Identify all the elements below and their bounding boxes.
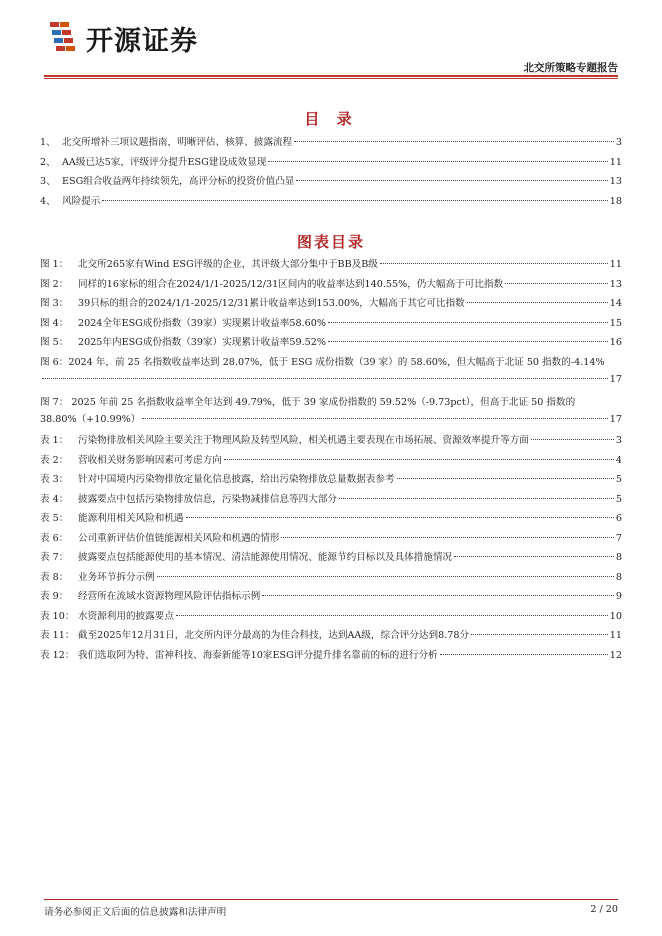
figure-number: 图 2：	[40, 278, 69, 290]
section-number: 2、	[40, 156, 56, 168]
table-page: 8	[615, 571, 622, 583]
leader-dots	[186, 516, 614, 518]
table-page: 12	[609, 649, 622, 661]
table-text: 能源利用相关风险和机遇	[78, 513, 184, 524]
table-number: 表 3：	[40, 474, 69, 485]
leader-dots	[268, 160, 607, 162]
table-number: 表 2：	[40, 454, 69, 466]
table-entry[interactable]	[40, 452, 622, 472]
leader-dots	[294, 140, 614, 142]
figure-6-entry[interactable]	[40, 354, 622, 390]
report-type-label: 北交所策略专题报告	[523, 62, 618, 74]
leader-dots	[224, 458, 614, 460]
page-number: 2 / 20	[590, 904, 618, 915]
table-number: 表 6：	[40, 532, 69, 544]
leader-dots	[505, 282, 608, 284]
leader-dots	[339, 497, 614, 499]
section-page: 11	[609, 156, 622, 168]
table-entry[interactable]	[40, 647, 622, 667]
table-number: 表 10：	[40, 610, 75, 622]
table-text: 水资源利用的披露要点	[78, 610, 174, 622]
leader-dots	[142, 417, 607, 419]
section-page: 3	[615, 137, 622, 148]
figure-entry[interactable]	[40, 256, 622, 276]
leader-dots	[328, 340, 608, 342]
table-page: 5	[615, 493, 622, 505]
leader-dots	[397, 477, 614, 479]
figure-page: 16	[609, 337, 622, 348]
table-number: 表 8：	[40, 571, 69, 583]
table-entry[interactable]	[40, 549, 622, 569]
figures-title: 图表目录	[296, 233, 365, 251]
footer-divider	[44, 899, 618, 900]
table-page: 11	[609, 630, 622, 641]
table-entry[interactable]	[40, 432, 622, 452]
table-number: 表 11：	[40, 630, 75, 641]
figure-entry[interactable]	[40, 315, 622, 335]
figure-text: 2025年内ESG成份指数（39家）实现累计收益率59.52%	[78, 337, 326, 348]
table-text: 披露要点中包括污染物排放信息，污染物减排信息等四大部分	[78, 493, 338, 505]
figure-number: 图 3：	[40, 298, 69, 309]
table-text: 截至2025年12月31日，北交所内评分最高的为佳合科技，达到AA级，综合评分达到8.78分	[78, 630, 470, 641]
leader-dots	[281, 536, 613, 538]
leader-dots	[157, 575, 614, 577]
leader-dots	[176, 614, 608, 616]
section-text: 北交所增补三项议题指南，明晰评估、核算、披露流程	[62, 137, 293, 148]
table-text: 业务环节拆分示例	[78, 571, 155, 583]
table-page: 8	[615, 552, 622, 563]
table-number: 表 4：	[40, 493, 69, 505]
leader-dots	[262, 594, 614, 596]
table-list	[40, 432, 622, 666]
figure-entry[interactable]	[40, 295, 622, 315]
table-page: 7	[615, 532, 622, 544]
table-entry[interactable]	[40, 530, 622, 550]
leader-dots	[380, 262, 608, 264]
figure-6-text: 图 6：2024 年，前 25 名指数收益率达到 28.07%，低于 ESG 成份指数（39 家）的 58.60%，但大幅高于北证 50 指数的-4.14%	[40, 356, 605, 368]
table-text: 披露要点包括能源使用的基本情况、清洁能源使用情况、能源节约目标以及具体措施情况	[78, 552, 453, 563]
table-number: 表 12：	[40, 649, 75, 661]
figure-page: 13	[609, 278, 622, 290]
figure-text: 2024全年ESG成份指数（39家）实现累计收益率58.60%	[78, 317, 326, 329]
section-page: 18	[609, 195, 622, 207]
table-number: 表 9：	[40, 591, 69, 602]
leader-dots	[454, 555, 614, 557]
table-entry[interactable]	[40, 510, 622, 530]
table-entry[interactable]	[40, 491, 622, 511]
table-entry[interactable]	[40, 471, 622, 491]
section-text: 风险提示	[62, 195, 101, 207]
header-divider	[44, 75, 618, 77]
leader-dots	[471, 633, 608, 635]
table-text: 营收相关财务影响因素可考虑方向	[78, 454, 222, 466]
figure-page: 11	[609, 259, 622, 270]
table-text: 经营所在流域水资源物理风险评估指标示例	[78, 591, 261, 602]
figure-entry[interactable]	[40, 276, 622, 296]
company-logo	[44, 18, 198, 58]
section-text: AA级已达5家，评级评分提升ESG建设成效显现	[62, 156, 267, 168]
header-divider-thin	[44, 78, 618, 79]
figure-text: 北交所265家有Wind ESG评级的企业，其评级大部分集中于BB及B级	[78, 259, 378, 270]
table-page: 3	[615, 435, 622, 446]
figure-7-page: 17	[609, 413, 622, 425]
leader-dots	[296, 179, 607, 181]
table-entry[interactable]	[40, 608, 622, 628]
figure-entry[interactable]	[40, 334, 622, 354]
table-page: 4	[615, 454, 622, 466]
figure-number: 图 4：	[40, 317, 69, 329]
table-number: 表 1：	[40, 435, 69, 446]
table-number: 表 7：	[40, 552, 69, 563]
section-entry[interactable]	[40, 154, 622, 174]
table-text: 我们选取阿为特、雷神科技、海泰新能等10家ESG评分提升排名靠前的标的进行分析	[78, 649, 438, 661]
section-entry[interactable]	[40, 173, 622, 193]
figure-page: 14	[609, 298, 622, 309]
figure-list	[40, 256, 622, 430]
leader-dots	[467, 301, 608, 303]
table-entry[interactable]	[40, 588, 622, 608]
section-list	[40, 134, 622, 212]
table-page: 10	[609, 610, 622, 622]
figure-7-entry[interactable]	[40, 394, 622, 430]
section-text: ESG组合收益两年持续领先，高评分标的投资价值凸显	[62, 176, 295, 187]
logo-text: 开源证券	[86, 25, 198, 57]
figure-text: 39只标的组合的2024/1/1-2025/12/31累计收益率达到153.00%，大幅高于其它可比指数	[78, 298, 465, 309]
section-number: 1、	[40, 137, 56, 148]
page-header	[0, 0, 662, 80]
figure-page: 15	[609, 317, 622, 329]
table-entry[interactable]	[40, 569, 622, 589]
section-entry[interactable]	[40, 193, 622, 213]
section-entry[interactable]	[40, 134, 622, 154]
leader-dots	[102, 199, 607, 201]
footer-disclaimer: 请务必参阅正文后面的信息披露和法律声明	[44, 907, 227, 918]
section-number: 4、	[40, 195, 56, 207]
table-page: 5	[615, 474, 622, 485]
figure-7-text: 图 7： 2025 年前 25 名指数收益率全年达到 49.79%，低于 39 家成份指数的 59.52%（-9.73pct），但高于北证 50 指数的	[40, 396, 576, 408]
logo-mark-icon	[44, 18, 80, 58]
leader-dots	[531, 438, 614, 440]
leader-dots	[440, 653, 608, 655]
leader-dots	[42, 377, 608, 379]
toc-title: 目 录	[304, 110, 358, 128]
leader-dots	[328, 321, 608, 323]
section-page: 13	[609, 176, 622, 187]
figure-number: 图 1：	[40, 259, 69, 270]
table-text: 针对中国境内污染物排放定量化信息披露，给出污染物排放总量数据表参考	[78, 474, 395, 485]
table-number: 表 5：	[40, 513, 69, 524]
figure-7-text-cont: 38.80%（+10.99%）	[40, 413, 141, 425]
figure-number: 图 5：	[40, 337, 69, 348]
figure-text: 同样的16家标的组合在2024/1/1-2025/12/31区间内的收益率达到140.55%，仍大幅高于可比指数	[78, 278, 504, 290]
table-page: 6	[615, 513, 622, 524]
table-page: 9	[615, 591, 622, 602]
table-text: 公司重新评估价值链能源相关风险和机遇的情形	[78, 532, 280, 544]
table-entry[interactable]	[40, 627, 622, 647]
table-text: 污染物排放相关风险主要关注于物理风险及转型风险，相关机遇主要表现在市场拓展、资源效率提升等方面	[78, 435, 529, 446]
section-number: 3、	[40, 176, 56, 187]
figure-6-page: 17	[609, 373, 622, 385]
